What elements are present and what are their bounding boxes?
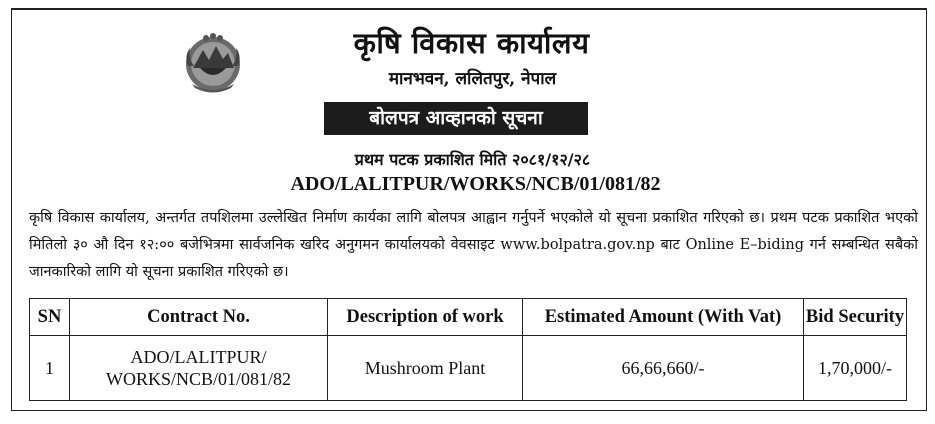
table-header-row bbox=[30, 299, 907, 336]
works-table bbox=[29, 298, 907, 401]
column-header-sn: SN bbox=[30, 299, 70, 336]
column-header-contract: Contract No. bbox=[70, 299, 328, 336]
cell-description: Mushroom Plant bbox=[328, 336, 523, 401]
reference-number: ADO/LALITPUR/WORKS/NCB/01/081/82 bbox=[290, 173, 661, 195]
column-header-description: Description of work bbox=[328, 299, 523, 336]
notice-title-banner: बोलपत्र आव्हानको सूचना bbox=[324, 102, 588, 135]
column-header-bid-security: Bid Security bbox=[804, 299, 907, 336]
notice-paragraph: कृषि विकास कार्यालय, अन्तर्गत तपशिलमा उल्लेखित निर्माण कार्यका लागि बोलपत्र आह्वान गर्नुपर्ने भएकोले यो सूचना प्रकाशित गरिएको छ। प्रथम पटक प्रकाशित भएको मितिलो ३० औ दिन १२:०० बजेभित्रमा सार्वजनिक खरिद अनुगमन कार्यालयको वेवसाइट www.bolpatra.gov.np बाट Online E–biding गर्न सम्बन्धित सबैको जानकारिको लागि यो सूचना प्रकाशित गरिएको छ। bbox=[29, 210, 918, 280]
cell-estimated-amount: 66,66,660/- bbox=[523, 336, 804, 401]
cell-contract-no bbox=[70, 336, 328, 401]
published-date: प्रथम पटक प्रकाशित मिति २०८१/१२/२८ bbox=[354, 150, 591, 169]
contract-line-1: ADO/LALITPUR/ bbox=[130, 347, 267, 367]
office-title: कृषि विकास कार्यालय bbox=[353, 26, 590, 60]
cell-sn: 1 bbox=[30, 336, 70, 401]
table-row bbox=[30, 336, 907, 401]
contract-line-2: WORKS/NCB/01/081/82 bbox=[105, 369, 292, 389]
cell-bid-security: 1,70,000/- bbox=[804, 336, 907, 401]
office-address: मानभवन, ललितपुर, नेपाल bbox=[388, 69, 557, 89]
column-header-amount: Estimated Amount (With Vat) bbox=[523, 299, 804, 336]
